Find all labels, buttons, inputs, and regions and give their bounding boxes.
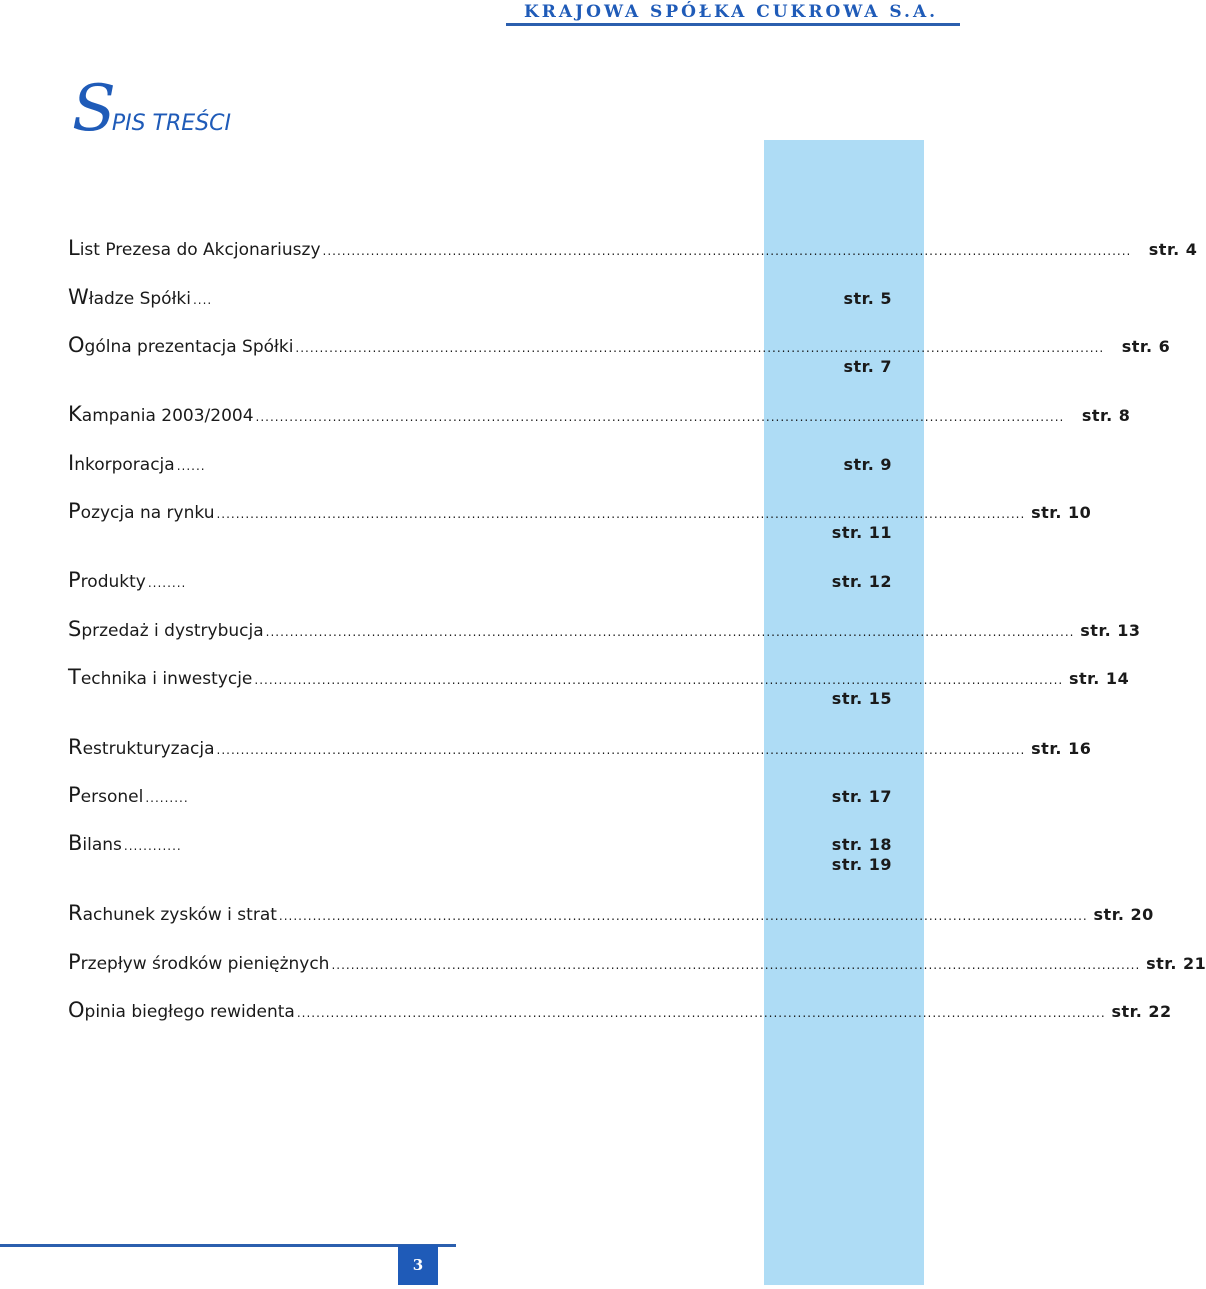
toc-entry	[68, 285, 892, 309]
toc-entry-label: Sprzedaż i dystrybucja	[68, 617, 264, 641]
toc-leader-dots: ........................................................................................................................................................................	[322, 244, 1132, 258]
company-name: KRAJOWA SPÓŁKA CUKROWA S.A.	[524, 2, 939, 22]
toc-entry-label: List Prezesa do Akcjonariuszy	[68, 236, 321, 260]
toc-entry	[68, 568, 892, 592]
toc-entry	[68, 402, 1131, 426]
toc-entry-label: Technika i inwestycje	[68, 665, 253, 689]
title-initial: S	[72, 72, 114, 146]
toc-entry	[68, 998, 1172, 1022]
toc-entry	[68, 451, 892, 475]
toc-entry-label: Restrukturyzacja	[68, 735, 215, 759]
page-title	[72, 72, 231, 146]
toc-entry	[68, 236, 1198, 260]
toc-leader-dots: ........................................................................................................................................................................	[295, 341, 1105, 355]
toc-entry	[68, 499, 1092, 523]
toc-entry-label: Kampania 2003/2004	[68, 402, 254, 426]
toc-leader-dots: ........................................................................................................................................................................	[296, 1006, 1106, 1020]
toc-entry	[68, 950, 1206, 974]
toc-entry-label: Władze Spółki	[68, 285, 191, 309]
toc-leader-dots: ........................................................................................................................................................................	[216, 507, 1026, 521]
toc-entry-page: str. 6	[1121, 337, 1171, 356]
toc-entry-page: str. 14	[1069, 669, 1130, 688]
toc-leader-dots: ............	[123, 839, 182, 853]
toc-entry-page: str. 10	[1031, 503, 1092, 522]
toc-entry-label: Przepływ środków pieniężnych	[68, 950, 330, 974]
footer-rule	[0, 1244, 456, 1247]
toc-entry-page: str. 4	[1148, 240, 1198, 259]
toc-entry	[68, 831, 892, 855]
toc-leader-dots: ........................................................................................................................................................................	[265, 625, 1075, 639]
toc-leader-dots: ........................................................................................................................................................................	[254, 673, 1064, 687]
toc-entry	[68, 735, 1092, 759]
toc-entry-page: str. 13	[1080, 621, 1141, 640]
toc-entry-page: str. 21	[1146, 954, 1206, 973]
page-number: 3	[398, 1245, 438, 1285]
toc-entry-label: Pozycja na rynku	[68, 499, 215, 523]
toc-entry	[68, 665, 1130, 689]
toc-entry-page: str. 12	[831, 572, 892, 591]
toc-entry-extra-page: str. 7	[843, 357, 892, 376]
toc-entry-label: Personel	[68, 783, 144, 807]
toc-entry-extra-page: str. 19	[831, 855, 892, 874]
toc-entry-page: str. 9	[843, 455, 892, 474]
title-rest: PIS TREŚCI	[111, 111, 231, 136]
toc-entry-page: str. 22	[1111, 1002, 1172, 1021]
toc-entry-extra-page: str. 11	[831, 523, 892, 542]
toc-entry-page: str. 17	[831, 787, 892, 806]
toc-leader-dots: ........................................................................................................................................................................	[255, 410, 1065, 424]
toc-entry-page: str. 16	[1031, 739, 1092, 758]
toc-entry-page: str. 20	[1093, 905, 1154, 924]
toc-entry	[68, 783, 892, 807]
toc-leader-dots: ......	[176, 459, 206, 473]
toc-entry	[68, 617, 1141, 641]
toc-entry-label: Bilans	[68, 831, 122, 855]
toc-leader-dots: ....	[192, 293, 213, 307]
toc-entry-label: Inkorporacja	[68, 451, 175, 475]
toc-leader-dots: ........................................................................................................................................................................	[278, 909, 1088, 923]
side-band	[764, 140, 924, 1285]
toc-leader-dots: .........	[145, 791, 189, 805]
toc-entry-label: Rachunek zysków i strat	[68, 901, 277, 925]
header-rule	[506, 23, 960, 26]
toc-entry	[68, 333, 1171, 357]
toc-entry-label: Ogólna prezentacja Spółki	[68, 333, 294, 357]
toc-entry-extra-page: str. 15	[831, 689, 892, 708]
toc-entry-page: str. 5	[843, 289, 892, 308]
toc-leader-dots: ........	[147, 576, 187, 590]
toc-entry-label: Opinia biegłego rewidenta	[68, 998, 295, 1022]
toc-leader-dots: ........................................................................................................................................................................	[331, 958, 1141, 972]
toc-entry-page: str. 8	[1081, 406, 1131, 425]
toc-entry-label: Produkty	[68, 568, 146, 592]
toc-entry	[68, 901, 1154, 925]
toc-leader-dots: ........................................................................................................................................................................	[216, 743, 1026, 757]
toc-entry-page: str. 18	[831, 835, 892, 854]
